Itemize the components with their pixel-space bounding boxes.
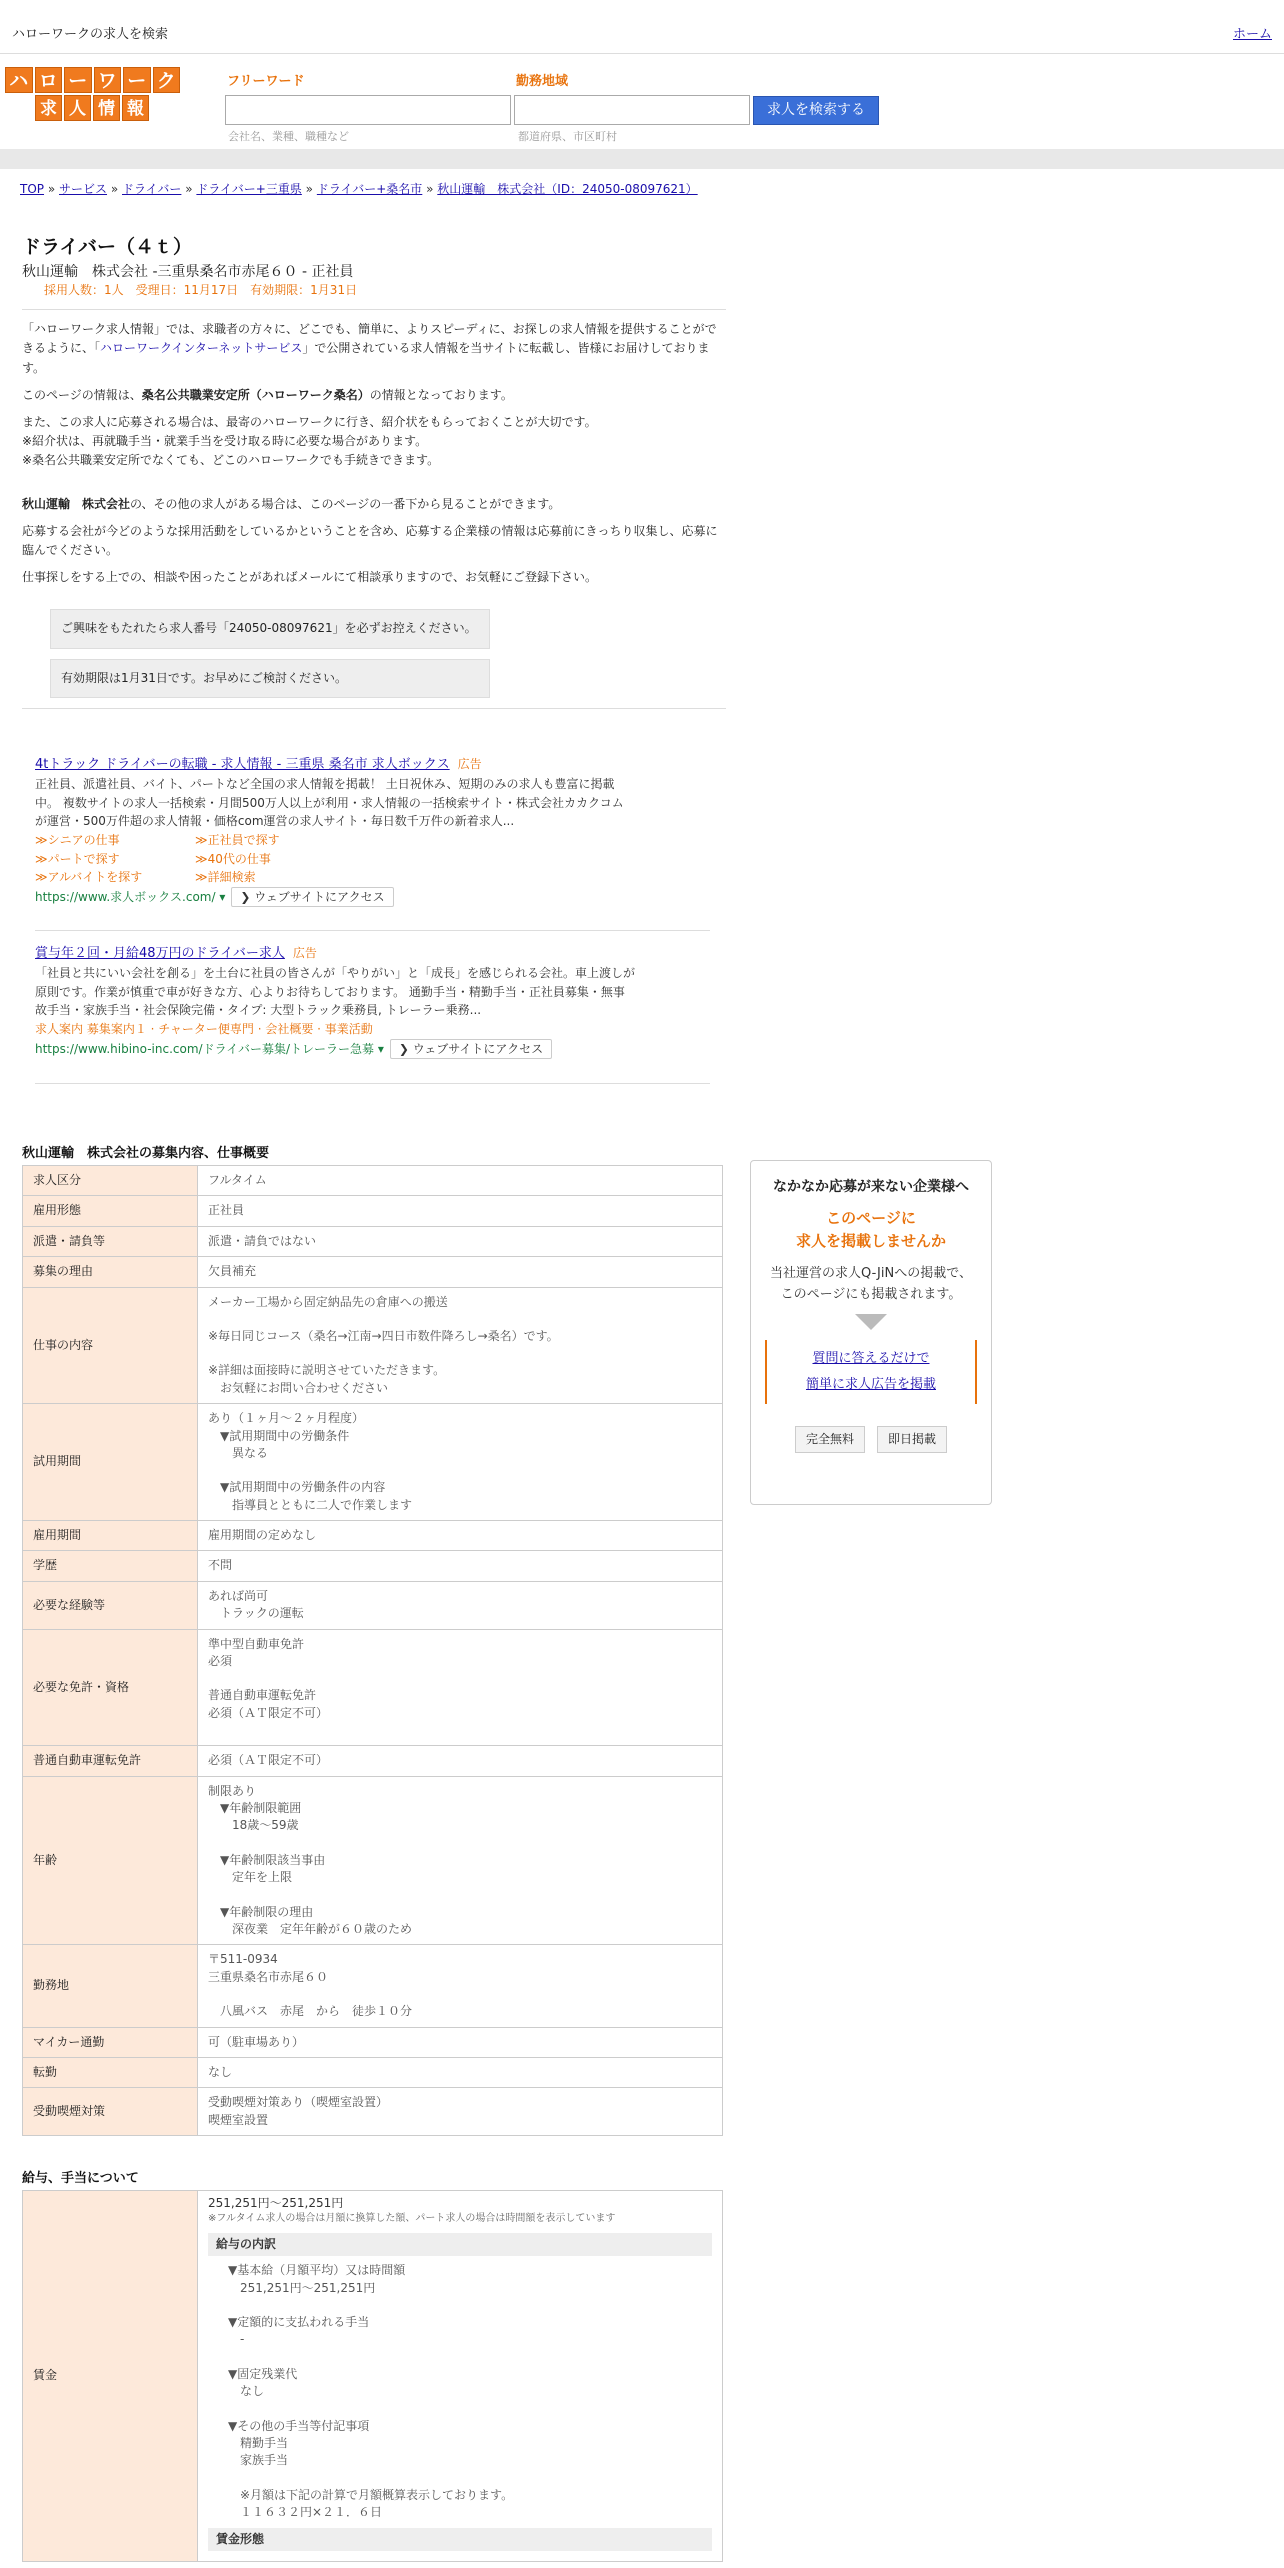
row-value	[198, 1629, 723, 1746]
value-line: １１６３２円×２１．６日	[216, 2505, 383, 2520]
breadcrumb-link[interactable]: 秋山運輸 株式会社（ID：24050-08097621）	[437, 182, 698, 196]
ad-sitelink[interactable]: ≫アルバイトを探す	[35, 870, 143, 885]
row-label: 雇用期間	[23, 1521, 198, 1551]
value-line: 欠員補充	[208, 1264, 257, 1279]
row-label: 必要な免許・資格	[23, 1629, 198, 1746]
freeword-input[interactable]	[225, 95, 511, 125]
ad-title[interactable]: 賞与年２回・月給48万円のドライバー求人	[35, 946, 285, 961]
row-value	[198, 2057, 723, 2087]
row-label: 試用期間	[23, 1404, 198, 1521]
table-row	[23, 2088, 723, 2136]
value-line: なし	[208, 2064, 233, 2079]
value-line: ▼固定残業代	[216, 2366, 298, 2381]
value-line	[208, 2470, 712, 2487]
area-label: 勤務地域	[516, 74, 569, 89]
value-line: 251,251円〜251,251円	[216, 2280, 376, 2295]
ad-url[interactable]: https://www.hibino-inc.com/ドライバー募集/トレーラー急募	[35, 1041, 375, 1056]
intro-paragraph-5: 応募する会社が今どのような採用活動をしているかということを含め、応募する企業様の情報は応募前にきっちり収集し、応募に臨んでください。	[22, 523, 718, 557]
value-line: トラックの運転	[208, 1606, 304, 1621]
divider	[22, 309, 726, 310]
breadcrumb-separator: »	[301, 182, 317, 196]
table-row	[23, 1945, 723, 2027]
freeword-label: フリーワード	[227, 74, 305, 89]
row-label: 年齢	[23, 1776, 198, 1945]
row-label: 必要な経験等	[23, 1581, 198, 1629]
logo-char: ハ	[5, 67, 33, 93]
row-label: 学歴	[23, 1551, 198, 1581]
salary-table	[22, 2190, 723, 2562]
breadcrumb-link[interactable]: ドライバー+桑名市	[316, 182, 423, 196]
value-line: ▼試用期間中の労働条件	[208, 1428, 350, 1443]
value-line: 〒511-0934	[208, 1952, 278, 1967]
logo-char: 人	[64, 95, 91, 121]
value-line: -	[216, 2332, 245, 2347]
job-detail-table	[22, 1165, 723, 2136]
logo-char: ク	[153, 67, 181, 93]
row-value	[198, 2191, 723, 2562]
table-row	[23, 1196, 723, 1226]
value-line	[208, 1345, 712, 1362]
value-line: 異なる	[208, 1445, 269, 1460]
section-title-job-overview: 秋山運輸 株式会社の募集内容、仕事概要	[22, 1146, 270, 1161]
ad-block-2: 賞与年２回・月給48万円のドライバー求人 広告 「社員と共にいい会社を創る」を土台に社員の皆さんが「やりがい」と「成長」を感じられる会社。車上渡しが原則です。作業が慎重で車が好きな方、心よりお待ちしております。 通勤手当・精勤手当・正社員募集・無事故手当・家族手当・社会保険完備・タイプ: 大型トラック乗務員, トレーラー乗務... 求人案内 募集案内１ · チャーター便専門 · 会社概要 · 事業活動 https://www.hibino-inc.com/ドライバー募集/トレーラー急募 ▾ ❯ ウェブサイトにアクセス	[35, 944, 735, 1059]
value-line: あれば尚可	[208, 1588, 269, 1603]
value-line	[208, 1722, 712, 1739]
logo-char: 情	[93, 95, 120, 121]
top-bar	[0, 0, 1284, 54]
row-value	[198, 1776, 723, 1945]
value-line: 定年を上限	[208, 1870, 293, 1885]
value-line	[208, 1887, 712, 1904]
divider-band	[0, 149, 1284, 169]
search-header	[0, 55, 1284, 147]
divider	[35, 1083, 710, 1084]
logo-char: 報	[122, 95, 149, 121]
row-value	[198, 1945, 723, 2027]
sidebar-link-post-ad[interactable]: 簡単に求人広告を掲載	[805, 1376, 936, 1392]
ad-label: 広告	[292, 946, 317, 960]
table-row	[23, 1551, 723, 1581]
row-value	[198, 1166, 723, 1196]
site-title: ハローワークの求人を検索	[12, 27, 169, 42]
row-label: 受動喫煙対策	[23, 2088, 198, 2136]
value-line: 制限あり	[208, 1783, 257, 1798]
value-line: 受動喫煙対策あり（喫煙室設置）	[208, 2095, 389, 2110]
breadcrumb-link[interactable]: サービス	[59, 182, 108, 196]
value-line	[208, 1462, 712, 1479]
value-line: 三重県桑名市赤尾６０	[208, 1969, 329, 1984]
table-row	[23, 1287, 723, 1404]
value-line: ▼定額的に支払われる手当	[216, 2315, 370, 2330]
search-button[interactable]: 求人を検索する	[753, 96, 879, 125]
value-line: 派遣・請負ではない	[208, 1233, 317, 1248]
job-subtitle: 秋山運輸 株式会社 -三重県桑名市赤尾６０ - 正社員	[22, 263, 354, 280]
value-line: ▼年齢制限範囲	[208, 1800, 302, 1815]
arrow-down-icon	[855, 1314, 887, 1330]
ad-description: 正社員、派遣社員、バイト、パートなど全国の求人情報を掲載！ 土日祝休み、短期のみの求人も豊富に掲載中。 複数サイトの求人一括検索・月間500万人以上が利用・求人情報の一括検索サイト・株式会社カカクコムが運営・500万件超の求人情報・価格com運営の求人サイト・毎日数千万件の新着求人...	[35, 777, 624, 829]
sidebar-heading: なかなか応募が来ない企業様へ	[773, 1179, 969, 1195]
ad-sitelinks	[35, 831, 735, 887]
value-line	[208, 2401, 712, 2418]
table-row	[23, 1521, 723, 1551]
value-line: 普通自動車運転免許	[208, 1688, 317, 1703]
breadcrumb-link[interactable]: TOP	[20, 182, 45, 196]
value-line	[208, 1835, 712, 1852]
value-line	[208, 2349, 712, 2366]
value-line: ▼基本給（月額平均）又は時間額	[216, 2263, 406, 2278]
ad-sitelinks[interactable]: 求人案内 募集案内１ · チャーター便専門 · 会社概要 · 事業活動	[35, 1021, 373, 1036]
job-title: ドライバー（４ｔ）	[22, 236, 193, 258]
table-row	[23, 2057, 723, 2087]
table-row	[23, 1226, 723, 1256]
intro-paragraph-6: 仕事探しをする上での、相談や困ったことがあればメールにて相談承りますので、お気軽にご登録下さい。	[22, 570, 598, 585]
sidebar-advertise-box	[750, 1160, 992, 1505]
value-line: ▼その他の手当等付記事項	[216, 2418, 370, 2433]
breadcrumb-separator: »	[422, 182, 438, 196]
value-line: 18歳〜59歳	[208, 1818, 299, 1833]
salary-range: 251,251円〜251,251円	[208, 2196, 344, 2210]
row-value	[198, 1521, 723, 1551]
value-line: 不問	[208, 1558, 233, 1573]
value-line: 正社員	[208, 1203, 245, 1218]
breadcrumb	[20, 181, 698, 198]
table-row	[23, 1746, 723, 1776]
value-line: 雇用期間の定めなし	[208, 1528, 317, 1543]
ad-sitelink[interactable]: ≫40代の仕事	[195, 851, 271, 866]
value-line: 精勤手当	[216, 2436, 289, 2451]
value-line	[208, 2297, 712, 2314]
row-label: 勤務地	[23, 1945, 198, 2027]
job-main	[22, 234, 726, 719]
breadcrumb-link[interactable]: ドライバー+三重県	[196, 182, 302, 196]
value-line: 指導員とともに二人で作業します	[208, 1497, 413, 1512]
table-row	[23, 1166, 723, 1196]
note-box-job-number: ご興味をもたれたら求人番号「24050-08097621」を必ずお控えください。	[50, 609, 490, 648]
logo-char: ー	[123, 67, 151, 93]
job-meta: 採用人数：1人 受理日：11月17日 有効期限：1月31日	[44, 282, 358, 297]
divider	[22, 708, 726, 709]
section-title-salary: 給与、手当について	[22, 2171, 139, 2186]
row-label: 派遣・請負等	[23, 1226, 198, 1256]
sidebar-description: 当社運営の求人Q-JiNへの掲載で、 このページにも掲載されます。	[770, 1266, 972, 1303]
value-line: あり（１ヶ月～２ヶ月程度）	[208, 1411, 365, 1426]
area-input[interactable]	[514, 95, 750, 125]
value-line	[208, 1986, 712, 2003]
value-line: ▼年齢制限の理由	[208, 1904, 314, 1919]
ad-title[interactable]: 4tトラック ドライバーの転職 - 求人情報 - 三重県 桑名市 求人ボックス	[35, 757, 450, 772]
breadcrumb-separator: »	[44, 182, 59, 196]
table-row	[23, 1404, 723, 1521]
value-line: 深夜業 定年年齢が６０歳のため	[208, 1921, 413, 1936]
table-row	[23, 1257, 723, 1287]
row-label: 普通自動車運転免許	[23, 1746, 198, 1776]
table-row	[23, 2027, 723, 2057]
value-line: 必須	[208, 1654, 233, 1669]
table-row	[23, 2191, 723, 2562]
ad-sitelink[interactable]: ≫シニアの仕事	[35, 832, 120, 847]
area-hint: 都道府県、市区町村	[518, 130, 617, 143]
sidebar-link-box	[765, 1340, 977, 1404]
salary-breakdown	[208, 2262, 712, 2521]
row-value	[198, 2027, 723, 2057]
table-row	[23, 1776, 723, 1945]
intro-paragraph-4: 秋山運輸 株式会社の、その他の求人がある場合は、このページの一番下から見ることができます。	[22, 496, 561, 511]
row-value	[198, 1226, 723, 1256]
intro-paragraph-2: このページの情報は、桑名公共職業安定所（ハローワーク桑名）の情報となっております。	[22, 387, 513, 402]
divider	[35, 930, 710, 931]
hellowork-logo[interactable]	[5, 67, 180, 123]
row-label: 転勤	[23, 2057, 198, 2087]
same-day-button[interactable]: 即日掲載	[877, 1426, 947, 1453]
ad-sitelink[interactable]: ≫詳細検索	[195, 870, 256, 885]
row-value	[198, 1551, 723, 1581]
row-label: 賃金	[23, 2191, 198, 2562]
row-value	[198, 1404, 723, 1521]
ad-sitelink[interactable]: ≫パートで探す	[35, 851, 120, 866]
breadcrumb-separator: »	[181, 182, 197, 196]
value-line: フルタイム	[208, 1173, 267, 1187]
value-line: ※詳細は面接時に説明させていただきます。	[208, 1363, 446, 1378]
row-label: 仕事の内容	[23, 1287, 198, 1404]
sidebar-catchphrase: このページに 求人を掲載しませんか	[795, 1209, 946, 1250]
free-button[interactable]: 完全無料	[795, 1426, 865, 1453]
wage-type-heading: 賃金形態	[208, 2528, 712, 2551]
value-line: 必須（ＡＴ限定不可）	[208, 1705, 329, 1720]
value-line: ▼年齢制限該当事由	[208, 1852, 326, 1867]
breadcrumb-separator: »	[107, 182, 122, 196]
visit-website-button[interactable]: ❯ ウェブサイトにアクセス	[390, 1039, 552, 1060]
value-line: メーカー工場から固定納品先の倉庫への搬送	[208, 1294, 448, 1309]
row-label: 求人区分	[23, 1166, 198, 1196]
salary-note: ※フルタイム求人の場合は月額に換算した額、パート求人の場合は時間額を表示しています	[208, 2213, 616, 2225]
logo-char: ロ	[35, 67, 63, 93]
value-line: 可（駐車場あり）	[208, 2034, 305, 2049]
value-line: 八風バス 赤尾 から 徒歩１０分	[208, 2004, 413, 2019]
home-link[interactable]: ホーム	[1232, 27, 1272, 42]
row-value	[198, 1287, 723, 1404]
value-line: お気軽にお問い合わせください	[208, 1380, 389, 1395]
intro-paragraph-3: また、この求人に応募される場合は、最寄のハローワークに行き、紹介状をもらっておくことが大切です。 ※紹介状は、再就職手当・就業手当を受け取る時に必要な場合があります。 ※桑名公共職業安定所でなくても、どこのハローワークでも手続きできます。	[22, 414, 597, 468]
salary-breakdown-heading: 給与の内訳	[208, 2233, 712, 2256]
ad-sitelink[interactable]: ≫正社員で探す	[195, 832, 280, 847]
value-line: ※月額は下記の計算で月額概算表示しております。	[216, 2487, 514, 2502]
visit-website-button[interactable]: ❯ ウェブサイトにアクセス	[231, 887, 393, 908]
ad-description: 「社員と共にいい会社を創る」を土台に社員の皆さんが「やりがい」と「成長」を感じられる会社。車上渡しが原則です。作業が慎重で車が好きな方、心よりお待ちしております。 通勤手当・精勤手当・正社員募集・無事故手当・家族手当・社会保険完備・タイプ: 大型トラック乗務員, トレーラー乗務...	[35, 966, 636, 1018]
ad-block-1: 4tトラック ドライバーの転職 - 求人情報 - 三重県 桑名市 求人ボックス 広告 正社員、派遣社員、バイト、パートなど全国の求人情報を掲載！ 土日祝休み、短期のみの求人も豊富に掲載中。 複数サイトの求人一括検索・月間500万人以上が利用・求人情報の一括検索サイト・株式会社カカクコムが運営・500万件超の求人情報・価格com運営の求人サイト・毎日数千万件の新着求人... ≫シニアの仕事 ≫正社員で探す ≫パートで探す ≫40代の仕事 ≫アルバイトを探す ≫詳細検索 https://www.求人ボックス.com/ ▾ ❯ ウェブサイトにアクセス	[35, 755, 735, 907]
note-box-deadline: 有効期限は1月31日です。お早めにご検討ください。	[50, 659, 490, 698]
row-value	[198, 1746, 723, 1776]
row-value	[198, 1257, 723, 1287]
hellowork-internet-link[interactable]: ハローワークインターネットサービス	[100, 341, 303, 356]
row-label: 募集の理由	[23, 1257, 198, 1287]
value-line: 喫煙室設置	[208, 2112, 269, 2127]
logo-char: ー	[64, 67, 92, 93]
row-label: 雇用形態	[23, 1196, 198, 1226]
table-row	[23, 1581, 723, 1629]
value-line: なし	[216, 2384, 265, 2399]
value-line	[208, 1311, 712, 1328]
row-value	[198, 1581, 723, 1629]
ad-label: 広告	[457, 757, 482, 771]
freeword-hint: 会社名、業種、職種など	[228, 130, 349, 143]
table-row	[23, 1629, 723, 1746]
row-value	[198, 1196, 723, 1226]
sidebar-link-questions[interactable]: 質問に答えるだけで	[812, 1350, 930, 1366]
value-line: 家族手当	[216, 2453, 289, 2468]
value-line	[208, 1670, 712, 1687]
value-line: ※毎日同じコース（桑名→江南→四日市数件降ろし→桑名）です。	[208, 1328, 559, 1343]
intro-paragraph-1: 「ハローワーク求人情報」では、求職者の方々に、どこでも、簡単に、よりスピーディに、お探しの求人情報を提供することができるように、「ハローワークインターネットサービス」で公開されている求人情報を当サイトに転載し、皆様にお届けしております。	[22, 322, 717, 375]
value-line: ▼試用期間中の労働条件の内容	[208, 1480, 386, 1495]
value-line: 必須（ＡＴ限定不可）	[208, 1753, 329, 1768]
breadcrumb-link[interactable]: ドライバー	[122, 182, 182, 196]
row-value	[198, 2088, 723, 2136]
logo-char: ワ	[94, 67, 122, 93]
value-line: 準中型自動車免許	[208, 1636, 305, 1651]
row-label: マイカー通勤	[23, 2027, 198, 2057]
logo-char: 求	[35, 95, 62, 121]
ad-url[interactable]: https://www.求人ボックス.com/	[35, 889, 216, 904]
